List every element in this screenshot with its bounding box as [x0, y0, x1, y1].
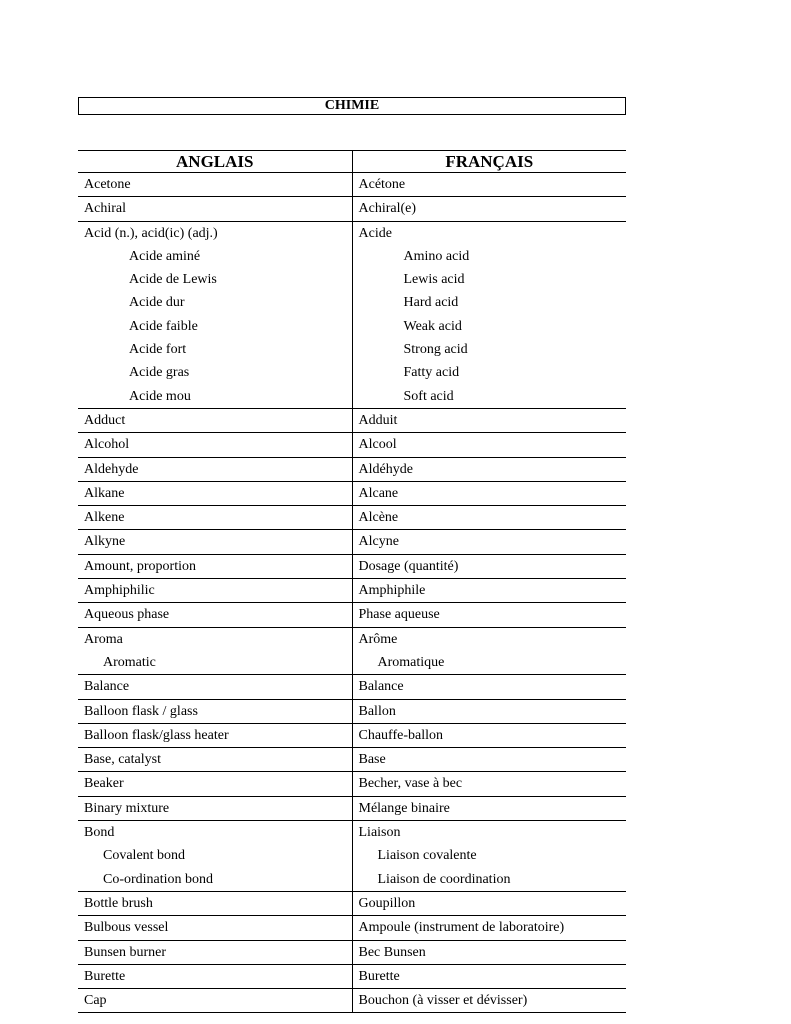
french-term-cell: [352, 627, 626, 675]
french-term-cell: [352, 821, 626, 892]
french-term: Mélange binaire: [358, 800, 450, 816]
glossary-table: [78, 150, 626, 1013]
french-term-sub: Strong acid: [403, 342, 468, 358]
french-term-cell: [352, 772, 626, 796]
french-term-cell: [352, 433, 626, 457]
french-term-sub: Hard acid: [403, 295, 459, 311]
english-term: Balloon flask/glass heater: [84, 727, 229, 743]
french-term: Acétone: [358, 177, 406, 192]
english-term: Alcohol: [84, 437, 130, 453]
table-row: [78, 579, 626, 603]
english-term-cell: [78, 989, 352, 1013]
french-term: Bouchon (à visser et dévisser): [358, 993, 528, 1009]
french-term: Amphiphile: [358, 583, 426, 599]
english-term-sub: Aromatic: [103, 654, 156, 670]
french-term-cell: [352, 408, 626, 432]
french-term-cell: [352, 221, 626, 408]
english-term-cell: [78, 221, 352, 408]
english-term: Aqueous phase: [84, 607, 170, 623]
english-term-sub: Acide mou: [129, 388, 191, 404]
table-row: [78, 964, 626, 988]
french-term-sub: Soft acid: [403, 388, 454, 404]
french-term-sub: Liaison covalente: [377, 848, 477, 864]
english-term: Binary mixture: [84, 800, 170, 816]
english-term-cell: [78, 821, 352, 892]
french-term-cell: [352, 796, 626, 820]
english-term-cell: [78, 675, 352, 699]
english-term: Adduct: [84, 412, 126, 428]
english-term: Bunsen burner: [84, 944, 167, 960]
french-column-header: FRANÇAIS: [352, 151, 626, 173]
table-row: [78, 481, 626, 505]
glossary-body: [78, 173, 626, 1013]
english-term-cell: [78, 916, 352, 940]
french-term: Arôme: [358, 631, 398, 647]
table-row: [78, 891, 626, 915]
table-row: [78, 554, 626, 578]
english-term-cell: [78, 964, 352, 988]
french-term: Chauffe-ballon: [358, 727, 443, 743]
english-term: Alkyne: [84, 534, 126, 550]
english-term-cell: [78, 627, 352, 675]
english-term-cell: [78, 891, 352, 915]
french-term-cell: [352, 940, 626, 964]
french-term: Burette: [358, 968, 400, 984]
english-term: Bond: [84, 825, 115, 841]
french-term: Becher, vase à bec: [358, 776, 463, 792]
english-term-cell: [78, 603, 352, 627]
french-term: Base: [358, 752, 386, 768]
english-term: Acetone: [84, 177, 131, 192]
english-term: Achiral: [84, 201, 126, 217]
french-term-cell: [352, 457, 626, 481]
french-term: Aldéhyde: [358, 461, 413, 477]
english-term-sub: Acide faible: [129, 318, 198, 334]
french-term: Acide: [358, 225, 392, 241]
table-row: [78, 457, 626, 481]
french-term: Balance: [358, 679, 404, 695]
table-row: [78, 796, 626, 820]
french-term-sub: Weak acid: [403, 318, 462, 334]
english-term: Acid (n.), acid(ic) (adj.): [84, 225, 218, 241]
french-term: Phase aqueuse: [358, 607, 440, 623]
english-term-sub: Co-ordination bond: [103, 871, 214, 887]
table-row: [78, 699, 626, 723]
french-term: Ballon: [358, 703, 396, 719]
table-row: [78, 603, 626, 627]
english-term-cell: [78, 481, 352, 505]
table-row: [78, 627, 626, 675]
english-term: Alkene: [84, 510, 125, 526]
table-row: [78, 772, 626, 796]
english-term: Amount, proportion: [84, 558, 196, 574]
french-term-cell: [352, 579, 626, 603]
table-row: [78, 408, 626, 432]
english-term: Aldehyde: [84, 461, 139, 477]
french-term: Adduit: [358, 412, 398, 428]
english-term-cell: [78, 408, 352, 432]
table-row: [78, 916, 626, 940]
french-term: Achiral(e): [358, 201, 417, 217]
french-term: Alcène: [358, 510, 399, 526]
english-term: Bottle brush: [84, 895, 153, 911]
french-term-cell: [352, 964, 626, 988]
french-term: Goupillon: [358, 895, 416, 911]
english-term-cell: [78, 506, 352, 530]
french-term-cell: [352, 989, 626, 1013]
french-term-sub: Lewis acid: [403, 272, 465, 288]
english-term-sub: Acide de Lewis: [129, 272, 217, 288]
english-term-cell: [78, 579, 352, 603]
french-term-cell: [352, 675, 626, 699]
french-term: Alcane: [358, 485, 399, 501]
english-term: Balance: [84, 679, 130, 695]
english-term: Balloon flask / glass: [84, 703, 198, 719]
document-title: CHIMIE: [78, 97, 626, 115]
french-term-cell: [352, 699, 626, 723]
english-term-cell: [78, 723, 352, 747]
english-term-cell: [78, 772, 352, 796]
table-row: [78, 940, 626, 964]
english-term-cell: [78, 554, 352, 578]
english-term: Cap: [84, 993, 107, 1009]
english-term: Base, catalyst: [84, 752, 161, 768]
table-row: [78, 197, 626, 221]
english-term-sub: Covalent bond: [103, 848, 186, 864]
french-term-sub: Liaison de coordination: [377, 871, 511, 887]
french-term-cell: [352, 197, 626, 221]
english-term-cell: [78, 173, 352, 197]
english-term: Aroma: [84, 631, 123, 647]
english-term: Beaker: [84, 776, 124, 792]
table-row: [78, 433, 626, 457]
french-term-cell: [352, 748, 626, 772]
english-term-sub: Acide fort: [129, 342, 187, 358]
french-term: Ampoule (instrument de laboratoire): [358, 920, 565, 936]
table-row: [78, 989, 626, 1013]
english-term-cell: [78, 796, 352, 820]
french-term-cell: [352, 723, 626, 747]
french-term-sub: Aromatique: [377, 654, 445, 670]
english-term-cell: [78, 457, 352, 481]
french-term: Alcyne: [358, 534, 399, 550]
english-column-header: ANGLAIS: [78, 151, 352, 173]
english-term-sub: Acide dur: [129, 295, 185, 311]
english-term: Bulbous vessel: [84, 920, 169, 936]
french-term-sub: Fatty acid: [403, 365, 460, 381]
english-term-cell: [78, 748, 352, 772]
english-term-sub: Acide aminé: [129, 248, 201, 264]
french-term-cell: [352, 916, 626, 940]
english-term-cell: [78, 197, 352, 221]
french-term-cell: [352, 173, 626, 197]
english-term-cell: [78, 433, 352, 457]
english-term-sub: Acide gras: [129, 365, 190, 381]
table-row: [78, 530, 626, 554]
french-term-cell: [352, 891, 626, 915]
english-term: Amphiphilic: [84, 583, 155, 599]
english-term-cell: [78, 699, 352, 723]
table-row: [78, 221, 626, 408]
table-row: [78, 675, 626, 699]
english-term-cell: [78, 530, 352, 554]
french-term-cell: [352, 530, 626, 554]
table-row: [78, 506, 626, 530]
english-term: Alkane: [84, 485, 125, 501]
french-term: Liaison: [358, 825, 401, 841]
french-term-cell: [352, 554, 626, 578]
french-term-cell: [352, 506, 626, 530]
table-row: [78, 723, 626, 747]
french-term-sub: Amino acid: [403, 248, 470, 264]
french-term-cell: [352, 603, 626, 627]
french-term-cell: [352, 481, 626, 505]
english-term: Burette: [84, 968, 126, 984]
english-term-cell: [78, 940, 352, 964]
french-term: Dosage (quantité): [358, 558, 459, 574]
table-row: [78, 748, 626, 772]
header-row: [78, 151, 626, 173]
table-row: [78, 173, 626, 197]
french-term: Alcool: [358, 437, 397, 453]
french-term: Bec Bunsen: [358, 944, 426, 960]
table-row: [78, 821, 626, 892]
